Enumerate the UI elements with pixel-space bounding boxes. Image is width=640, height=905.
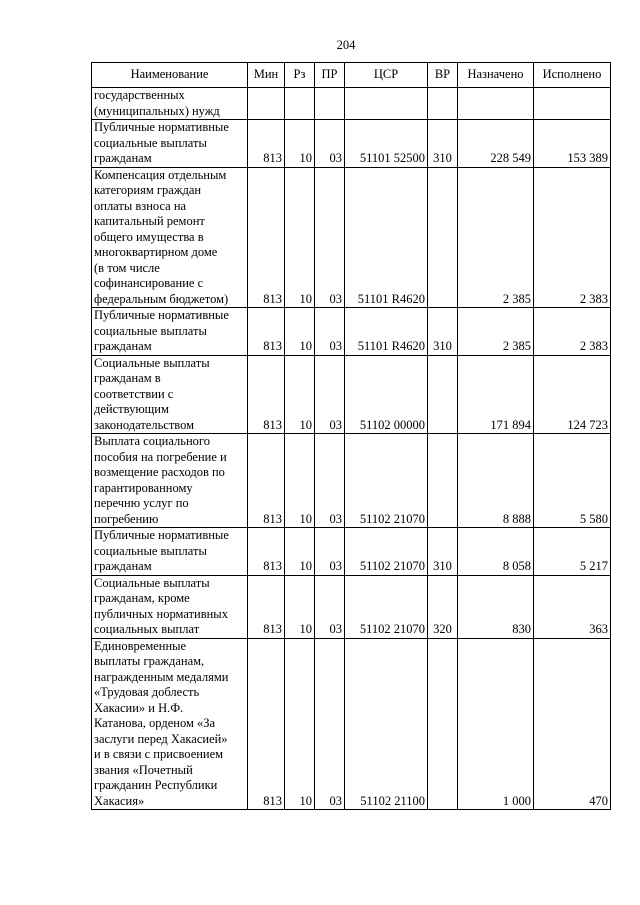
row-csr: 51101 R4620 [345, 308, 428, 356]
row-assigned: 2 385 [458, 167, 534, 308]
row-csr: 51102 00000 [345, 355, 428, 434]
row-vr [428, 355, 458, 434]
row-vr: 310 [428, 528, 458, 576]
row-vr [428, 167, 458, 308]
header-assigned: Назначено [458, 63, 534, 88]
table-row [92, 638, 611, 810]
row-rz [285, 88, 315, 120]
row-min: 813 [248, 575, 285, 638]
table-row [92, 88, 611, 120]
row-csr: 51102 21100 [345, 638, 428, 810]
row-vr [428, 88, 458, 120]
page-number: 204 [336, 38, 356, 52]
row-name: Выплата социального пособия на погребение и возмещение расходов по гарантированному перечню услуг по погребению [92, 434, 248, 528]
table-header-row [92, 63, 611, 88]
table-row [92, 308, 611, 356]
row-pr: 03 [315, 575, 345, 638]
row-name: Социальные выплаты гражданам, кроме публичных нормативных социальных выплат [92, 575, 248, 638]
row-executed: 124 723 [534, 355, 611, 434]
table-row [92, 120, 611, 168]
table-row [92, 167, 611, 308]
row-rz: 10 [285, 638, 315, 810]
header-csr: ЦСР [345, 63, 428, 88]
row-csr: 51101 R4620 [345, 167, 428, 308]
row-assigned: 228 549 [458, 120, 534, 168]
row-pr: 03 [315, 120, 345, 168]
row-csr: 51102 21070 [345, 528, 428, 576]
row-rz: 10 [285, 167, 315, 308]
table-row [92, 355, 611, 434]
header-name: Наименование [92, 63, 248, 88]
row-executed: 363 [534, 575, 611, 638]
row-rz: 10 [285, 434, 315, 528]
row-min: 813 [248, 120, 285, 168]
budget-table [91, 62, 611, 810]
row-min: 813 [248, 355, 285, 434]
row-assigned: 2 385 [458, 308, 534, 356]
row-vr: 310 [428, 120, 458, 168]
row-pr: 03 [315, 167, 345, 308]
row-pr: 03 [315, 434, 345, 528]
row-csr: 51102 21070 [345, 575, 428, 638]
row-pr: 03 [315, 638, 345, 810]
row-assigned: 171 894 [458, 355, 534, 434]
row-pr: 03 [315, 355, 345, 434]
row-assigned: 1 000 [458, 638, 534, 810]
row-min: 813 [248, 528, 285, 576]
row-pr: 03 [315, 308, 345, 356]
row-csr [345, 88, 428, 120]
row-name: Публичные нормативные социальные выплаты гражданам [92, 308, 248, 356]
row-executed: 5 217 [534, 528, 611, 576]
row-assigned: 8 058 [458, 528, 534, 576]
row-assigned: 8 888 [458, 434, 534, 528]
row-min: 813 [248, 308, 285, 356]
row-assigned: 830 [458, 575, 534, 638]
row-csr: 51102 21070 [345, 434, 428, 528]
row-executed: 153 389 [534, 120, 611, 168]
row-rz: 10 [285, 308, 315, 356]
header-pr: ПР [315, 63, 345, 88]
table-row [92, 575, 611, 638]
row-csr: 51101 52500 [345, 120, 428, 168]
header-min: Мин [248, 63, 285, 88]
row-executed: 2 383 [534, 167, 611, 308]
row-executed: 2 383 [534, 308, 611, 356]
row-min: 813 [248, 638, 285, 810]
row-assigned [458, 88, 534, 120]
row-rz: 10 [285, 120, 315, 168]
row-min [248, 88, 285, 120]
row-executed: 5 580 [534, 434, 611, 528]
row-vr [428, 434, 458, 528]
row-vr [428, 638, 458, 810]
row-name: Социальные выплаты гражданам в соответствии с действующим законодательством [92, 355, 248, 434]
row-rz: 10 [285, 528, 315, 576]
header-vr: ВР [428, 63, 458, 88]
row-name: Публичные нормативные социальные выплаты гражданам [92, 120, 248, 168]
row-min: 813 [248, 434, 285, 528]
row-vr: 320 [428, 575, 458, 638]
row-pr: 03 [315, 528, 345, 576]
row-rz: 10 [285, 575, 315, 638]
row-name: государственных (муниципальных) нужд [92, 88, 248, 120]
row-rz: 10 [285, 355, 315, 434]
row-min: 813 [248, 167, 285, 308]
header-rz: Рз [285, 63, 315, 88]
row-name: Публичные нормативные социальные выплаты гражданам [92, 528, 248, 576]
row-executed [534, 88, 611, 120]
header-executed: Исполнено [534, 63, 611, 88]
row-pr [315, 88, 345, 120]
row-executed: 470 [534, 638, 611, 810]
table-row [92, 434, 611, 528]
table-row [92, 528, 611, 576]
row-name: Единовременные выплаты гражданам, награжденным медалями «Трудовая доблесть Хакасии» и Н.Ф. Катанова, орденом «За заслуги перед Хакасией» и в связи с присвоением звания «Почетный гражданин Республики Хакасия» [92, 638, 248, 810]
row-name: Компенсация отдельным категориям граждан оплаты взноса на капитальный ремонт общего имущества в многоквартирном доме (в том числе софинансирование с федеральным бюджетом) [92, 167, 248, 308]
row-vr: 310 [428, 308, 458, 356]
